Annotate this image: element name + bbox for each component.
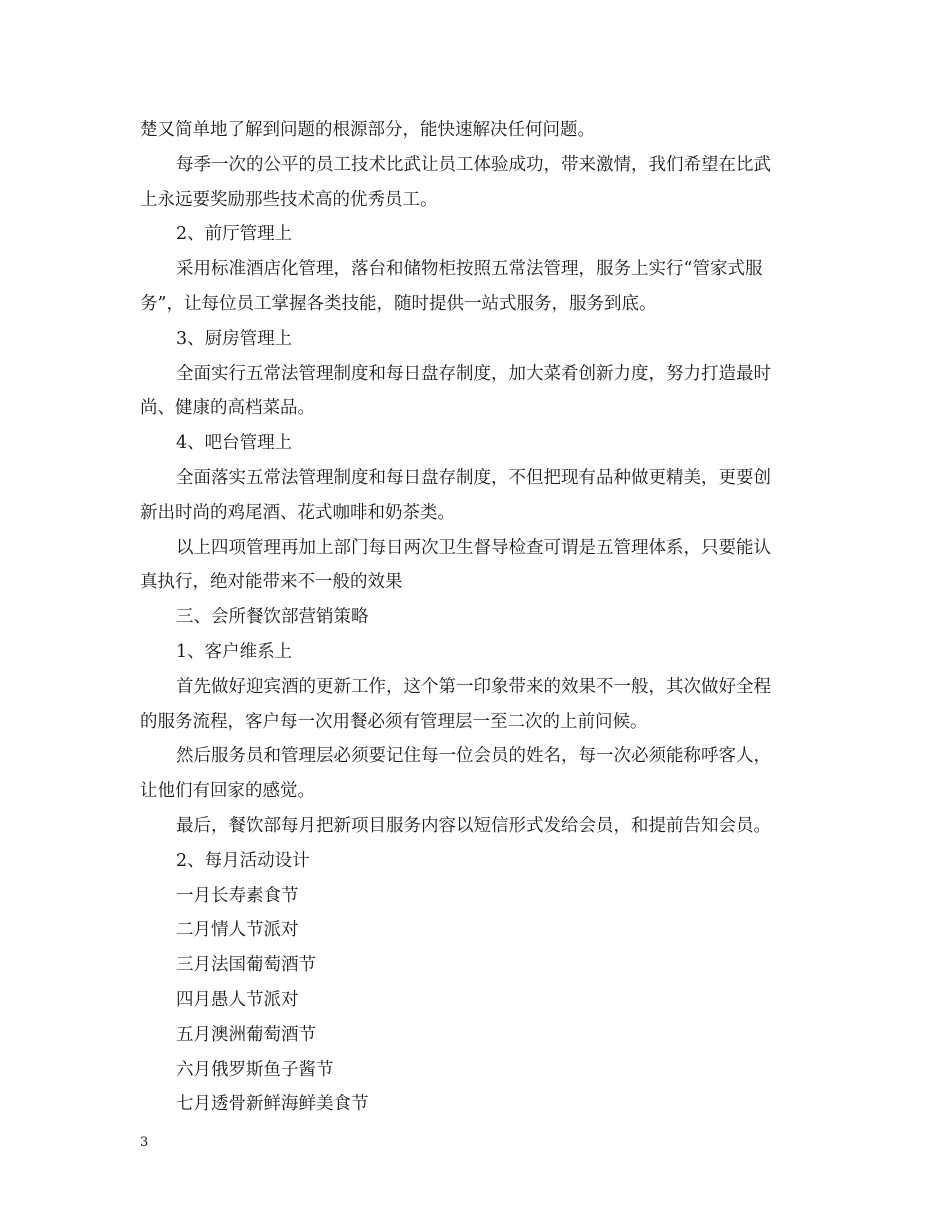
text-line: 真执行，绝对能带来不一般的效果: [140, 572, 403, 593]
text-line: 然后服务员和管理层必须要记住每一位会员的姓名，每一次必须能称呼客人，: [176, 746, 771, 767]
text-line: 尚、健康的高档菜品。: [140, 398, 315, 419]
text-line: 每季一次的公平的员工技术比武让员工体验成功，带来激情，我们希望在比武: [176, 154, 771, 175]
text-line: 首先做好迎宾酒的更新工作，这个第一印象带来的效果不一般，其次做好全程: [176, 676, 771, 697]
text-line: 三月法国葡萄酒节: [176, 955, 316, 976]
text-line: 四月愚人节派对: [176, 989, 299, 1010]
text-line: 上永远要奖励那些技术高的优秀员工。: [140, 189, 438, 210]
text-line: 全面落实五常法管理制度和每日盘存制度，不但把现有品种做更精美，更要创: [176, 467, 771, 488]
text-line: 六月俄罗斯鱼子酱节: [176, 1059, 334, 1080]
page-number: 3: [140, 1135, 149, 1150]
text-line: 采用标准酒店化管理，落台和储物柜按照五常法管理，服务上实行“管家式服: [176, 259, 763, 280]
text-line: 七月透骨新鲜海鲜美食节: [176, 1094, 369, 1115]
text-line: 五月澳洲葡萄酒节: [176, 1024, 316, 1045]
text-line: 4、吧台管理上: [176, 433, 293, 454]
text-line: 二月情人节派对: [176, 920, 299, 941]
text-line: 全面实行五常法管理制度和每日盘存制度，加大菜肴创新力度，努力打造最时: [176, 363, 771, 384]
text-line: 三、会所餐饮部营销策略: [176, 607, 369, 628]
text-line: 2、前厅管理上: [176, 224, 293, 245]
text-line: 3、厨房管理上: [176, 328, 293, 349]
text-line: 最后，餐饮部每月把新项目服务内容以短信形式发给会员，和提前告知会员。: [176, 815, 771, 836]
text-line: 的服务流程，客户每一次用餐必须有管理层一至二次的上前问候。: [140, 711, 648, 732]
text-line: 新出时尚的鸡尾酒、花式咖啡和奶茶类。: [140, 502, 455, 523]
text-line: 2、每月活动设计: [176, 850, 310, 871]
text-line: 1、客户维系上: [176, 641, 293, 662]
text-line: 以上四项管理再加上部门每日两次卫生督导检查可谓是五管理体系，只要能认: [176, 537, 771, 558]
text-line: 楚又简单地了解到问题的根源部分，能快速解决任何问题。: [140, 120, 595, 140]
text-line: 让他们有回家的感觉。: [140, 781, 315, 802]
document-body: [140, 113, 815, 1122]
text-line: 务”，让每位员工掌握各类技能，随时提供一站式服务，服务到底。: [140, 293, 657, 314]
text-line: 一月长寿素食节: [176, 885, 299, 906]
